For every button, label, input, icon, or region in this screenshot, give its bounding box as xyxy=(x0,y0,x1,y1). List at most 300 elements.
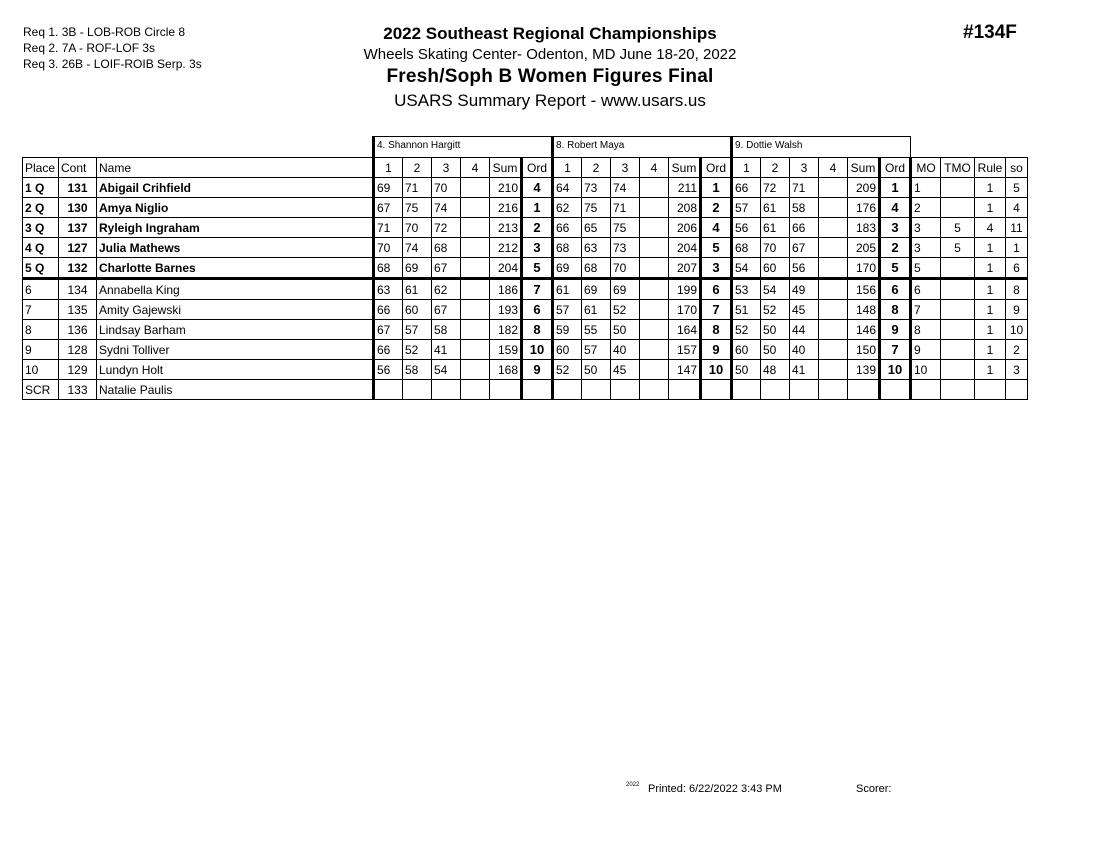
cell-rule: 1 xyxy=(975,198,1006,218)
cell-score: 50 xyxy=(732,360,761,380)
requirements-list xyxy=(23,24,202,72)
cell-score: 74 xyxy=(403,238,432,258)
cell-ord: 4 xyxy=(522,178,553,198)
printed-timestamp: Printed: 6/22/2022 3:43 PM xyxy=(648,783,782,795)
cell-cont: 128 xyxy=(59,340,97,360)
cell-score xyxy=(461,360,490,380)
table-row xyxy=(23,320,1028,340)
cell-score: 50 xyxy=(761,340,790,360)
cell-name: Lundyn Holt xyxy=(97,360,374,380)
cell-score: 71 xyxy=(611,198,640,218)
cell-score: 73 xyxy=(582,178,611,198)
header-score: 1 xyxy=(553,158,582,178)
column-header-row xyxy=(23,158,1028,178)
cell-score: 58 xyxy=(432,320,461,340)
cell-name: Julia Mathews xyxy=(97,238,374,258)
cell-ord: 7 xyxy=(880,340,911,360)
cell-score: 45 xyxy=(790,300,819,320)
cell-score: 44 xyxy=(790,320,819,340)
cell-sum: 159 xyxy=(490,340,522,360)
cell-name: Amity Gajewski xyxy=(97,300,374,320)
cell-so: 4 xyxy=(1006,198,1028,218)
cell-score: 61 xyxy=(761,198,790,218)
cell-score xyxy=(819,218,848,238)
cell-sum: 207 xyxy=(669,258,701,279)
header-score: 4 xyxy=(819,158,848,178)
cell-cont: 127 xyxy=(59,238,97,258)
cell-score xyxy=(403,380,432,400)
cell-score: 74 xyxy=(611,178,640,198)
cell-score xyxy=(640,178,669,198)
cell-ord: 1 xyxy=(701,178,732,198)
cell-tmo xyxy=(941,258,975,279)
cell-score: 68 xyxy=(432,238,461,258)
cell-mo: 8 xyxy=(911,320,941,340)
cell-mo xyxy=(911,380,941,400)
header-place: Place xyxy=(23,158,59,178)
cell-place: 5 Q xyxy=(23,258,59,279)
cell-ord: 7 xyxy=(701,300,732,320)
cell-ord: 9 xyxy=(701,340,732,360)
cell-name: Ryleigh Ingraham xyxy=(97,218,374,238)
cell-ord: 10 xyxy=(880,360,911,380)
event-number: #134F xyxy=(963,22,1017,43)
cell-mo: 10 xyxy=(911,360,941,380)
cell-sum xyxy=(848,380,880,400)
header-mo: MO xyxy=(911,158,941,178)
cell-score: 70 xyxy=(403,218,432,238)
cell-score: 75 xyxy=(582,198,611,218)
cell-sum: 205 xyxy=(848,238,880,258)
cell-ord: 8 xyxy=(522,320,553,340)
requirement-3: Req 3. 26B - LOIF-ROIB Serp. 3s xyxy=(23,57,202,71)
cell-score: 57 xyxy=(553,300,582,320)
header-cont: Cont xyxy=(59,158,97,178)
header-score: 1 xyxy=(374,158,403,178)
cell-score: 60 xyxy=(553,340,582,360)
cell-score: 65 xyxy=(582,218,611,238)
cell-score: 58 xyxy=(790,198,819,218)
cell-score: 66 xyxy=(374,300,403,320)
cell-ord: 5 xyxy=(701,238,732,258)
cell-rule: 1 xyxy=(975,340,1006,360)
cell-score: 71 xyxy=(790,178,819,198)
judges-row-spacer xyxy=(23,137,374,158)
cell-sum: 170 xyxy=(669,300,701,320)
cell-ord: 3 xyxy=(522,238,553,258)
cell-score xyxy=(461,178,490,198)
cell-score: 52 xyxy=(732,320,761,340)
cell-sum xyxy=(490,380,522,400)
cell-score: 60 xyxy=(732,340,761,360)
cell-score: 64 xyxy=(553,178,582,198)
cell-score: 48 xyxy=(761,360,790,380)
cell-score: 41 xyxy=(790,360,819,380)
cell-score: 70 xyxy=(761,238,790,258)
cell-score: 61 xyxy=(582,300,611,320)
event-title: Fresh/Soph B Women Figures Final xyxy=(386,66,714,87)
cell-score xyxy=(611,380,640,400)
table-row xyxy=(23,258,1028,279)
header-score: 2 xyxy=(582,158,611,178)
cell-cont: 136 xyxy=(59,320,97,340)
cell-score: 67 xyxy=(432,258,461,279)
cell-score: 54 xyxy=(761,279,790,300)
cell-cont: 130 xyxy=(59,198,97,218)
cell-score: 61 xyxy=(761,218,790,238)
header-sum: Sum xyxy=(848,158,880,178)
header-score: 2 xyxy=(403,158,432,178)
cell-ord: 4 xyxy=(701,218,732,238)
cell-tmo: 5 xyxy=(941,218,975,238)
cell-score: 58 xyxy=(403,360,432,380)
header-score: 4 xyxy=(640,158,669,178)
cell-score: 63 xyxy=(374,279,403,300)
cell-rule: 1 xyxy=(975,238,1006,258)
cell-score: 66 xyxy=(374,340,403,360)
cell-ord: 3 xyxy=(880,218,911,238)
cell-score: 40 xyxy=(611,340,640,360)
cell-name: Amya Niglio xyxy=(97,198,374,218)
cell-ord: 6 xyxy=(522,300,553,320)
cell-mo: 1 xyxy=(911,178,941,198)
cell-name: Annabella King xyxy=(97,279,374,300)
cell-tmo xyxy=(941,380,975,400)
cell-score: 68 xyxy=(732,238,761,258)
cell-score: 45 xyxy=(611,360,640,380)
cell-so: 2 xyxy=(1006,340,1028,360)
cell-score xyxy=(819,340,848,360)
cell-ord: 4 xyxy=(880,198,911,218)
cell-so xyxy=(1006,380,1028,400)
cell-score: 57 xyxy=(732,198,761,218)
cell-score: 57 xyxy=(582,340,611,360)
cell-score: 51 xyxy=(732,300,761,320)
cell-mo: 6 xyxy=(911,279,941,300)
cell-score: 75 xyxy=(611,218,640,238)
table-row xyxy=(23,380,1028,400)
cell-score xyxy=(461,258,490,279)
cell-name: Charlotte Barnes xyxy=(97,258,374,279)
cell-sum: 150 xyxy=(848,340,880,360)
cell-score xyxy=(790,380,819,400)
cell-score xyxy=(761,380,790,400)
cell-ord xyxy=(522,380,553,400)
table-row xyxy=(23,178,1028,198)
cell-score xyxy=(640,279,669,300)
cell-sum: 212 xyxy=(490,238,522,258)
cell-so: 9 xyxy=(1006,300,1028,320)
cell-name: Abigail Crihfield xyxy=(97,178,374,198)
cell-score: 70 xyxy=(432,178,461,198)
cell-score: 72 xyxy=(432,218,461,238)
cell-cont: 132 xyxy=(59,258,97,279)
cell-ord: 2 xyxy=(701,198,732,218)
cell-score xyxy=(640,320,669,340)
cell-ord: 8 xyxy=(880,300,911,320)
cell-score: 50 xyxy=(761,320,790,340)
cell-place: 1 Q xyxy=(23,178,59,198)
cell-mo: 7 xyxy=(911,300,941,320)
cell-ord: 8 xyxy=(701,320,732,340)
cell-score: 71 xyxy=(403,178,432,198)
cell-so: 11 xyxy=(1006,218,1028,238)
cell-score: 69 xyxy=(611,279,640,300)
cell-score: 68 xyxy=(553,238,582,258)
cell-score xyxy=(819,380,848,400)
cell-tmo xyxy=(941,178,975,198)
cell-score: 56 xyxy=(374,360,403,380)
cell-score: 69 xyxy=(403,258,432,279)
header-score: 4 xyxy=(461,158,490,178)
cell-rule: 1 xyxy=(975,258,1006,279)
cell-score: 41 xyxy=(432,340,461,360)
cell-sum: 210 xyxy=(490,178,522,198)
cell-cont: 134 xyxy=(59,279,97,300)
cell-so: 6 xyxy=(1006,258,1028,279)
cell-sum: 209 xyxy=(848,178,880,198)
cell-score: 70 xyxy=(611,258,640,279)
header-tmo: TMO xyxy=(941,158,975,178)
cell-score xyxy=(640,238,669,258)
cell-sum: 183 xyxy=(848,218,880,238)
cell-tmo: 5 xyxy=(941,238,975,258)
cell-score: 71 xyxy=(374,218,403,238)
cell-score: 67 xyxy=(374,320,403,340)
cell-mo: 3 xyxy=(911,218,941,238)
cell-ord xyxy=(701,380,732,400)
cell-score xyxy=(461,279,490,300)
cell-score: 52 xyxy=(403,340,432,360)
cell-score xyxy=(640,380,669,400)
cell-name: Lindsay Barham xyxy=(97,320,374,340)
cell-score xyxy=(819,198,848,218)
header-so: so xyxy=(1006,158,1028,178)
cell-ord: 6 xyxy=(880,279,911,300)
cell-place: 2 Q xyxy=(23,198,59,218)
cell-rule: 1 xyxy=(975,178,1006,198)
cell-rule: 4 xyxy=(975,218,1006,238)
cell-score: 68 xyxy=(582,258,611,279)
cell-ord: 10 xyxy=(522,340,553,360)
cell-place: 8 xyxy=(23,320,59,340)
cell-sum: 204 xyxy=(669,238,701,258)
judge-name: 9. Dottie Walsh xyxy=(732,137,911,158)
cell-score xyxy=(819,279,848,300)
results-table xyxy=(22,136,1028,400)
cell-score xyxy=(461,340,490,360)
cell-cont: 133 xyxy=(59,380,97,400)
cell-rule: 1 xyxy=(975,300,1006,320)
cell-score xyxy=(553,380,582,400)
cell-ord: 9 xyxy=(522,360,553,380)
cell-cont: 131 xyxy=(59,178,97,198)
header-score: 3 xyxy=(790,158,819,178)
cell-sum: 170 xyxy=(848,258,880,279)
cell-score xyxy=(640,218,669,238)
table-row xyxy=(23,238,1028,258)
cell-score: 49 xyxy=(790,279,819,300)
cell-ord: 5 xyxy=(880,258,911,279)
cell-sum: 204 xyxy=(490,258,522,279)
cell-rule: 1 xyxy=(975,279,1006,300)
cell-score xyxy=(461,238,490,258)
cell-ord xyxy=(880,380,911,400)
judges-row xyxy=(23,137,1028,158)
cell-score xyxy=(640,198,669,218)
cell-score xyxy=(819,178,848,198)
cell-score xyxy=(432,380,461,400)
cell-score: 61 xyxy=(403,279,432,300)
cell-score: 62 xyxy=(432,279,461,300)
header-score: 1 xyxy=(732,158,761,178)
cell-place: 10 xyxy=(23,360,59,380)
header-rule: Rule xyxy=(975,158,1006,178)
cell-sum: 211 xyxy=(669,178,701,198)
cell-so: 3 xyxy=(1006,360,1028,380)
header-score: 2 xyxy=(761,158,790,178)
scorer-label: Scorer: xyxy=(856,783,892,795)
header-name: Name xyxy=(97,158,374,178)
competition-title: 2022 Southeast Regional Championships xyxy=(383,24,717,43)
cell-score xyxy=(582,380,611,400)
cell-sum: 147 xyxy=(669,360,701,380)
table-row xyxy=(23,360,1028,380)
header-ord: Ord xyxy=(522,158,553,178)
cell-ord: 1 xyxy=(522,198,553,218)
cell-mo: 5 xyxy=(911,258,941,279)
table-row xyxy=(23,218,1028,238)
cell-sum: 176 xyxy=(848,198,880,218)
cell-place: 9 xyxy=(23,340,59,360)
judge-name: 4. Shannon Hargitt xyxy=(374,137,553,158)
cell-ord: 6 xyxy=(701,279,732,300)
cell-score xyxy=(640,340,669,360)
cell-sum: 193 xyxy=(490,300,522,320)
cell-tmo xyxy=(941,300,975,320)
header-ord: Ord xyxy=(701,158,732,178)
cell-ord: 7 xyxy=(522,279,553,300)
cell-score: 54 xyxy=(732,258,761,279)
cell-score: 50 xyxy=(582,360,611,380)
cell-score: 52 xyxy=(761,300,790,320)
cell-score: 52 xyxy=(611,300,640,320)
header-score: 3 xyxy=(611,158,640,178)
cell-score: 66 xyxy=(790,218,819,238)
cell-place: 3 Q xyxy=(23,218,59,238)
table-row xyxy=(23,340,1028,360)
cell-score: 53 xyxy=(732,279,761,300)
requirement-2: Req 2. 7A - ROF-LOF 3s xyxy=(23,41,156,55)
cell-mo: 9 xyxy=(911,340,941,360)
cell-place: SCR xyxy=(23,380,59,400)
cell-score xyxy=(819,238,848,258)
cell-score: 69 xyxy=(553,258,582,279)
cell-score: 73 xyxy=(611,238,640,258)
cell-mo: 2 xyxy=(911,198,941,218)
cell-place: 6 xyxy=(23,279,59,300)
version-mark: 2022 xyxy=(626,782,640,788)
cell-cont: 137 xyxy=(59,218,97,238)
cell-place: 4 Q xyxy=(23,238,59,258)
cell-score xyxy=(819,258,848,279)
cell-cont: 135 xyxy=(59,300,97,320)
cell-name: Natalie Paulis xyxy=(97,380,374,400)
cell-score: 74 xyxy=(432,198,461,218)
cell-sum: 168 xyxy=(490,360,522,380)
cell-rule xyxy=(975,380,1006,400)
cell-sum: 206 xyxy=(669,218,701,238)
cell-tmo xyxy=(941,279,975,300)
cell-score xyxy=(461,198,490,218)
cell-score: 66 xyxy=(732,178,761,198)
cell-ord: 2 xyxy=(522,218,553,238)
cell-so: 10 xyxy=(1006,320,1028,340)
cell-ord: 1 xyxy=(880,178,911,198)
cell-score: 50 xyxy=(611,320,640,340)
cell-score: 61 xyxy=(553,279,582,300)
cell-tmo xyxy=(941,198,975,218)
cell-sum: 148 xyxy=(848,300,880,320)
cell-ord: 10 xyxy=(701,360,732,380)
cell-tmo xyxy=(941,360,975,380)
cell-score xyxy=(640,300,669,320)
cell-so: 5 xyxy=(1006,178,1028,198)
cell-sum: 199 xyxy=(669,279,701,300)
cell-score: 59 xyxy=(553,320,582,340)
cell-ord: 9 xyxy=(880,320,911,340)
cell-score: 40 xyxy=(790,340,819,360)
cell-score xyxy=(819,300,848,320)
cell-cont: 129 xyxy=(59,360,97,380)
report-subtitle: USARS Summary Report - www.usars.us xyxy=(394,91,706,110)
cell-rule: 1 xyxy=(975,360,1006,380)
cell-score xyxy=(374,380,403,400)
cell-score xyxy=(461,380,490,400)
cell-score: 67 xyxy=(790,238,819,258)
cell-sum: 216 xyxy=(490,198,522,218)
cell-score xyxy=(461,300,490,320)
cell-score: 70 xyxy=(374,238,403,258)
cell-score: 56 xyxy=(732,218,761,238)
cell-score: 55 xyxy=(582,320,611,340)
cell-sum: 182 xyxy=(490,320,522,340)
cell-tmo xyxy=(941,340,975,360)
cell-score: 54 xyxy=(432,360,461,380)
header-ord: Ord xyxy=(880,158,911,178)
cell-score: 52 xyxy=(553,360,582,380)
cell-rule: 1 xyxy=(975,320,1006,340)
cell-so: 8 xyxy=(1006,279,1028,300)
cell-ord: 3 xyxy=(701,258,732,279)
requirement-1: Req 1. 3B - LOB-ROB Circle 8 xyxy=(23,25,186,39)
cell-score xyxy=(819,320,848,340)
cell-score: 57 xyxy=(403,320,432,340)
header-sum: Sum xyxy=(490,158,522,178)
cell-score: 69 xyxy=(582,279,611,300)
cell-sum xyxy=(669,380,701,400)
cell-score: 75 xyxy=(403,198,432,218)
cell-score: 68 xyxy=(374,258,403,279)
cell-score xyxy=(640,258,669,279)
cell-score xyxy=(461,218,490,238)
cell-sum: 157 xyxy=(669,340,701,360)
cell-score xyxy=(640,360,669,380)
cell-sum: 146 xyxy=(848,320,880,340)
cell-ord: 2 xyxy=(880,238,911,258)
cell-place: 7 xyxy=(23,300,59,320)
cell-score: 72 xyxy=(761,178,790,198)
